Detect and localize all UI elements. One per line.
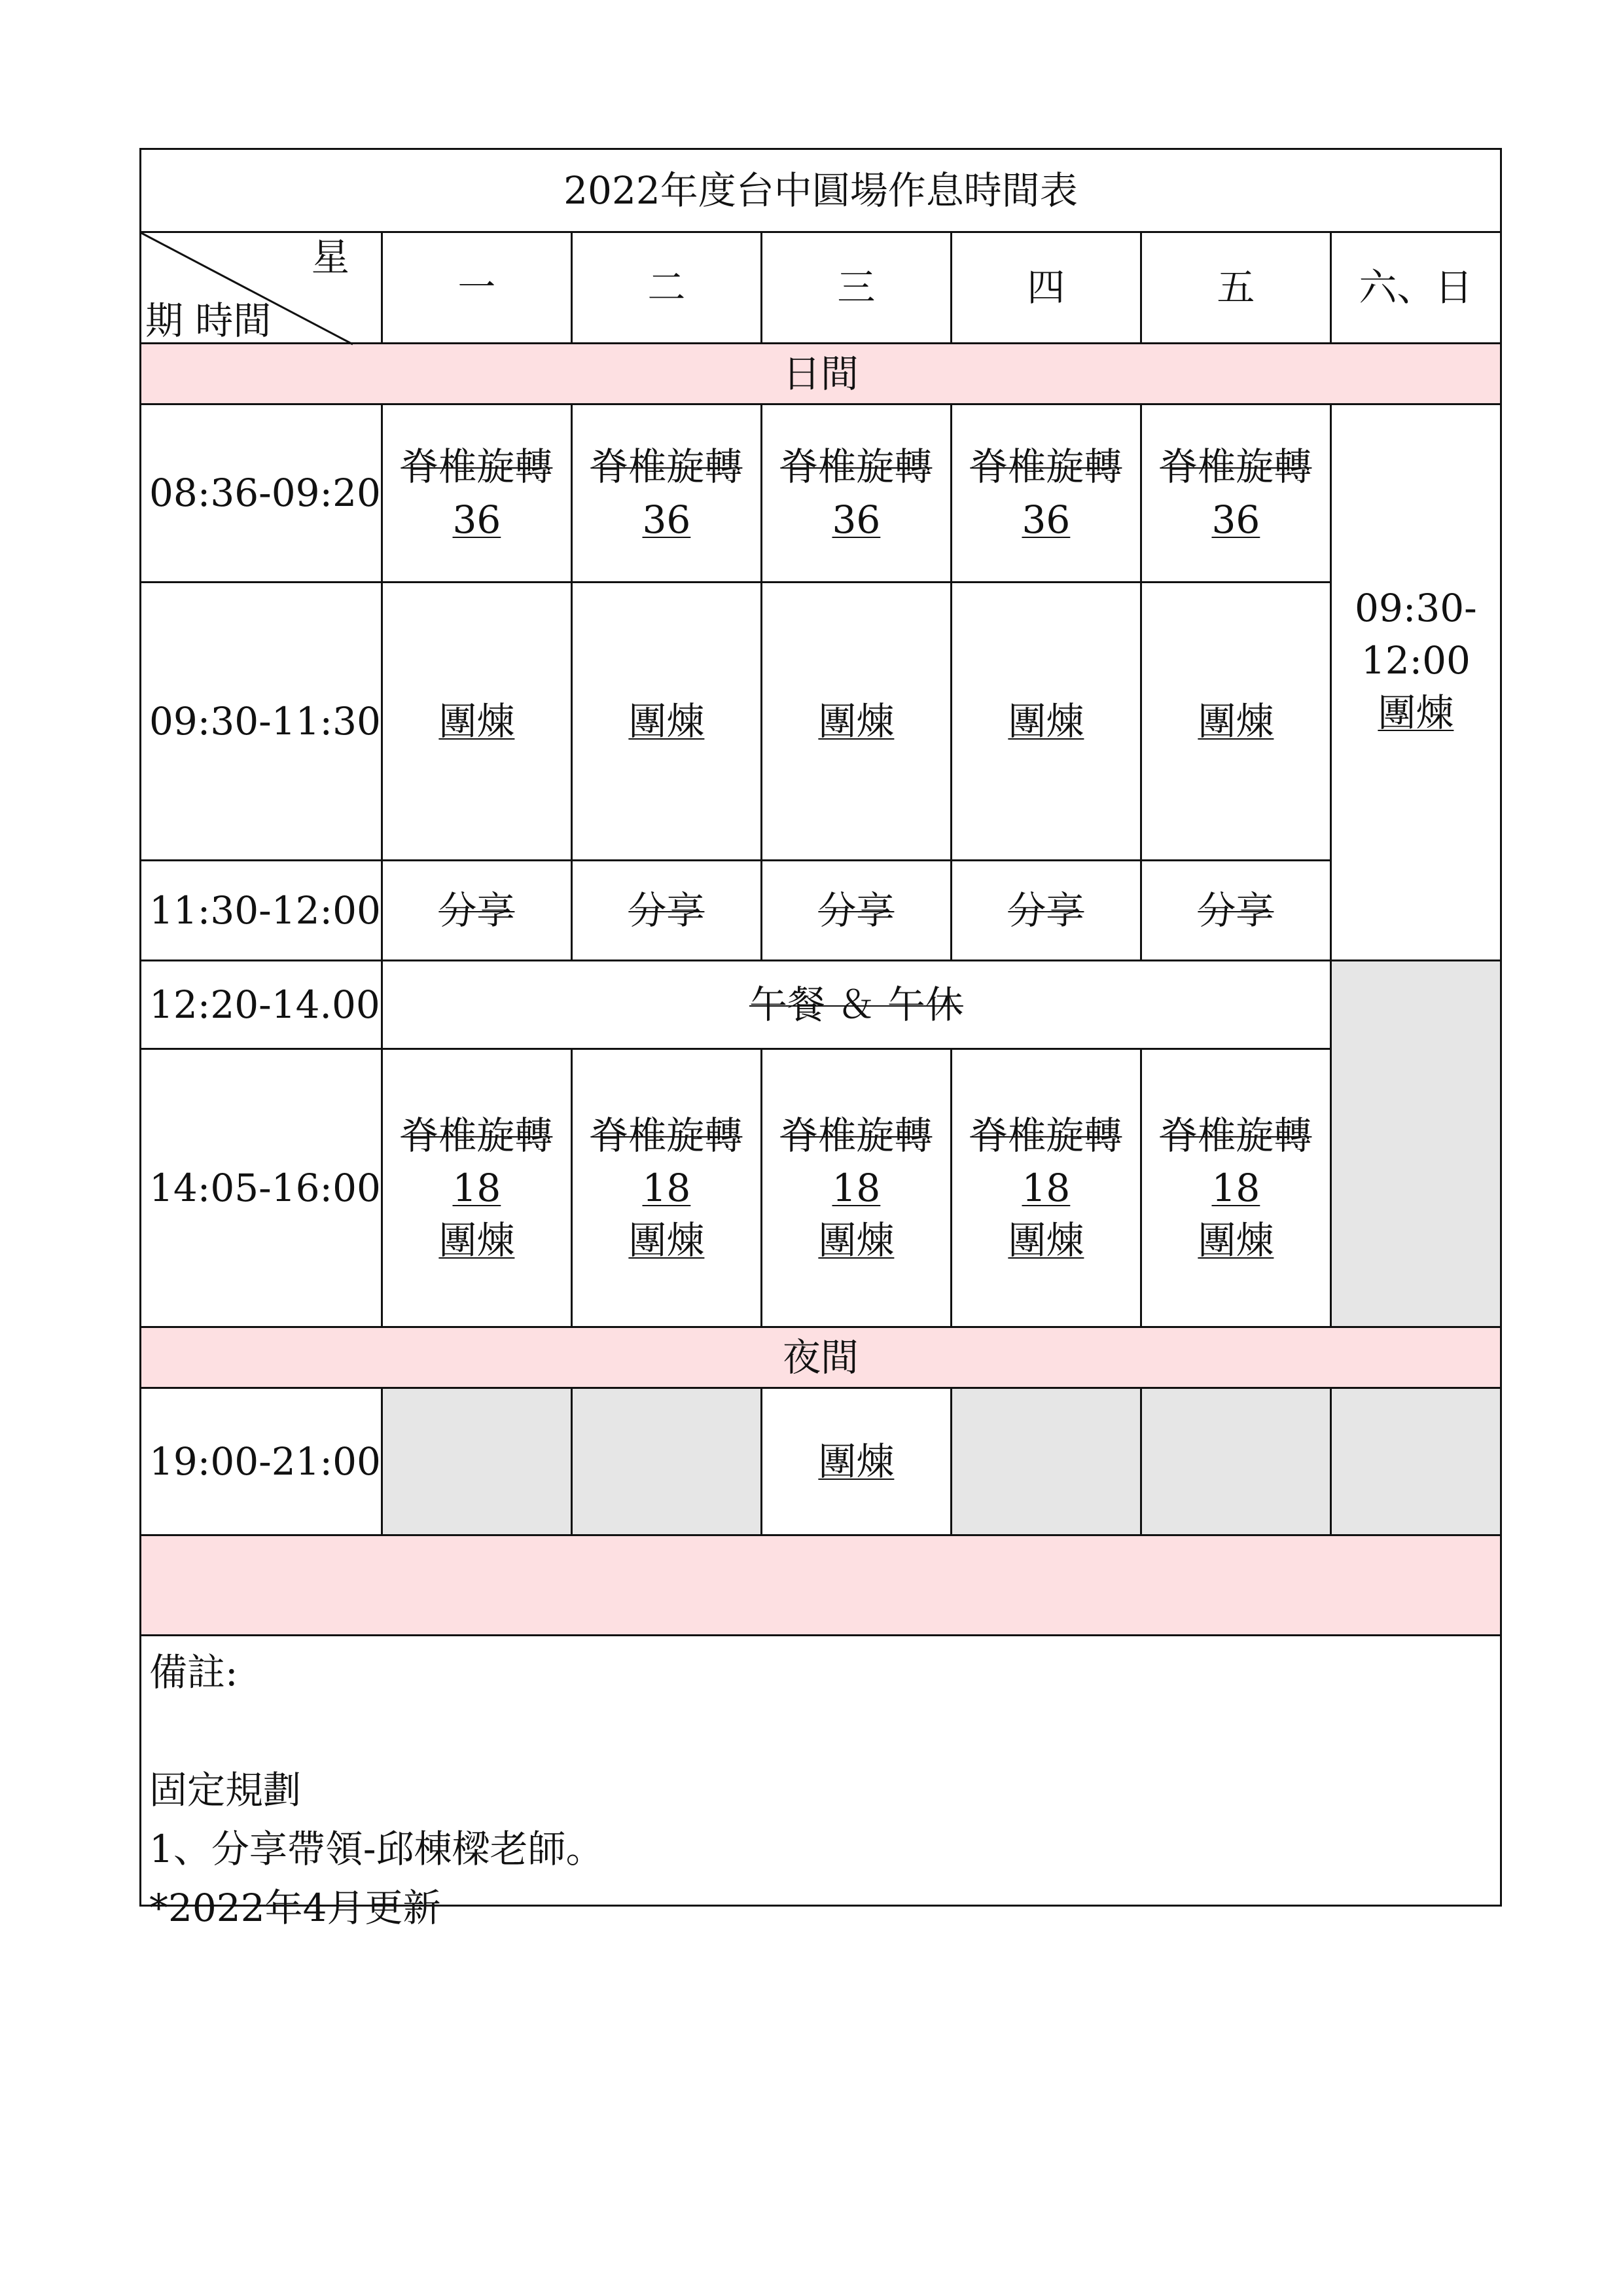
- cell-r3-tue: [571, 861, 761, 961]
- cell-r2-wed: [761, 583, 951, 861]
- corner-bottom-label: 期 時間: [145, 298, 272, 343]
- cell-r3-thu: [951, 861, 1141, 961]
- activity-sub: 團煉: [818, 1218, 895, 1263]
- activity-count: 36: [642, 497, 691, 542]
- cell-r1-mon: [382, 404, 571, 583]
- activity-count: 18: [642, 1165, 691, 1210]
- cell-r6-wed: [761, 1388, 951, 1535]
- activity-count: 36: [832, 497, 881, 542]
- weekend-time-end: 12:00: [1361, 638, 1471, 683]
- day-header-mon: 一: [382, 232, 571, 344]
- activity-count: 18: [832, 1165, 881, 1210]
- activity-text: 脊椎旋轉: [401, 444, 553, 490]
- weekend-activity: 團煉: [1378, 691, 1454, 736]
- cell-r3-fri: [1141, 861, 1330, 961]
- section-day: 日間: [141, 344, 1501, 404]
- cell-r6-weekend-empty: [1330, 1388, 1501, 1535]
- cell-r1-fri: [1141, 404, 1330, 583]
- activity-count: 18: [452, 1165, 501, 1210]
- cell-r6-fri-empty: [1141, 1388, 1330, 1535]
- schedule-table: [139, 148, 1502, 1930]
- corner-header: [141, 232, 382, 344]
- cell-r5-wed: [761, 1049, 951, 1327]
- activity-text: 團煉: [1008, 698, 1084, 744]
- day-header-tue: 二: [571, 232, 761, 344]
- cell-r2-mon: [382, 583, 571, 861]
- activity-text: 脊椎旋轉: [590, 444, 743, 490]
- activity-text: 脊椎旋轉: [780, 1113, 933, 1158]
- activity-count: 18: [1022, 1165, 1071, 1210]
- cell-r5-mon: [382, 1049, 571, 1327]
- day-header-weekend: 六、日: [1330, 232, 1501, 344]
- empty-pink-band: [141, 1535, 1501, 1636]
- activity-text: 分享: [1198, 888, 1274, 933]
- cell-weekend-morning: [1330, 404, 1501, 961]
- notes-update: *2022年4月更新: [149, 1886, 441, 1930]
- cell-r1-thu: [951, 404, 1141, 583]
- section-night: 夜間: [141, 1327, 1501, 1388]
- cell-r3-wed: [761, 861, 951, 961]
- activity-text: 團煉: [818, 1439, 895, 1484]
- cell-r6-thu-empty: [951, 1388, 1141, 1535]
- time-slot-2: 09:30-11:30: [141, 583, 382, 861]
- weekend-time-start: 09:30-: [1355, 586, 1477, 630]
- activity-count: 36: [1022, 497, 1071, 542]
- activity-text: 分享: [438, 888, 515, 933]
- cell-r6-tue-empty: [571, 1388, 761, 1535]
- cell-r1-wed: [761, 404, 951, 583]
- activity-text: 脊椎旋轉: [970, 1113, 1122, 1158]
- cell-r2-fri: [1141, 583, 1330, 861]
- activity-sub: 團煉: [1198, 1218, 1274, 1263]
- activity-text: 脊椎旋轉: [401, 1113, 553, 1158]
- notes-spacer: [149, 1702, 1500, 1761]
- corner-top-label: 星: [311, 235, 349, 279]
- page-title: 2022年度台中圓場作息時間表: [141, 149, 1501, 232]
- cell-r6-mon-empty: [382, 1388, 571, 1535]
- cell-weekend-afternoon-empty: [1330, 961, 1501, 1327]
- notes-heading: 固定規劃: [149, 1768, 302, 1812]
- activity-count: 18: [1211, 1165, 1260, 1210]
- activity-sub: 團煉: [438, 1218, 515, 1263]
- activity-text: 團煉: [438, 698, 515, 744]
- activity-count: 36: [452, 497, 501, 542]
- activity-text: 團煉: [818, 698, 895, 744]
- cell-r5-tue: [571, 1049, 761, 1327]
- lunch-text: 午餐 ＆ 午休: [749, 982, 963, 1027]
- cell-r2-thu: [951, 583, 1141, 861]
- activity-text: 團煉: [628, 698, 705, 744]
- activity-text: 脊椎旋轉: [970, 444, 1122, 490]
- cell-r5-fri: [1141, 1049, 1330, 1327]
- time-slot-5: 14:05-16:00: [141, 1049, 382, 1327]
- day-header-thu: 四: [951, 232, 1141, 344]
- notes-label: 備註:: [149, 1650, 238, 1695]
- time-slot-6: 19:00-21:00: [141, 1388, 382, 1535]
- activity-text: 分享: [818, 888, 895, 933]
- activity-text: 脊椎旋轉: [780, 444, 933, 490]
- cell-lunch: [382, 961, 1330, 1049]
- time-slot-4: 12:20-14.00: [141, 961, 382, 1049]
- activity-text: 分享: [628, 888, 705, 933]
- time-slot-1: 08:36-09:20: [141, 404, 382, 583]
- cell-r3-mon: [382, 861, 571, 961]
- day-header-fri: 五: [1141, 232, 1330, 344]
- cell-r2-tue: [571, 583, 761, 861]
- activity-text: 分享: [1008, 888, 1084, 933]
- activity-text: 團煉: [1198, 698, 1274, 744]
- cell-r1-tue: [571, 404, 761, 583]
- activity-count: 36: [1211, 497, 1260, 542]
- activity-text: 脊椎旋轉: [590, 1113, 743, 1158]
- time-slot-3: 11:30-12:00: [141, 861, 382, 961]
- cell-r5-thu: [951, 1049, 1141, 1327]
- activity-sub: 團煉: [628, 1218, 705, 1263]
- activity-sub: 團煉: [1008, 1218, 1084, 1263]
- notes-cell: [141, 1636, 1501, 1930]
- activity-text: 脊椎旋轉: [1160, 1113, 1312, 1158]
- day-header-wed: 三: [761, 232, 951, 344]
- activity-text: 脊椎旋轉: [1160, 444, 1312, 490]
- notes-item-1: 1、分享帶領-邱棟樑老師。: [149, 1827, 604, 1871]
